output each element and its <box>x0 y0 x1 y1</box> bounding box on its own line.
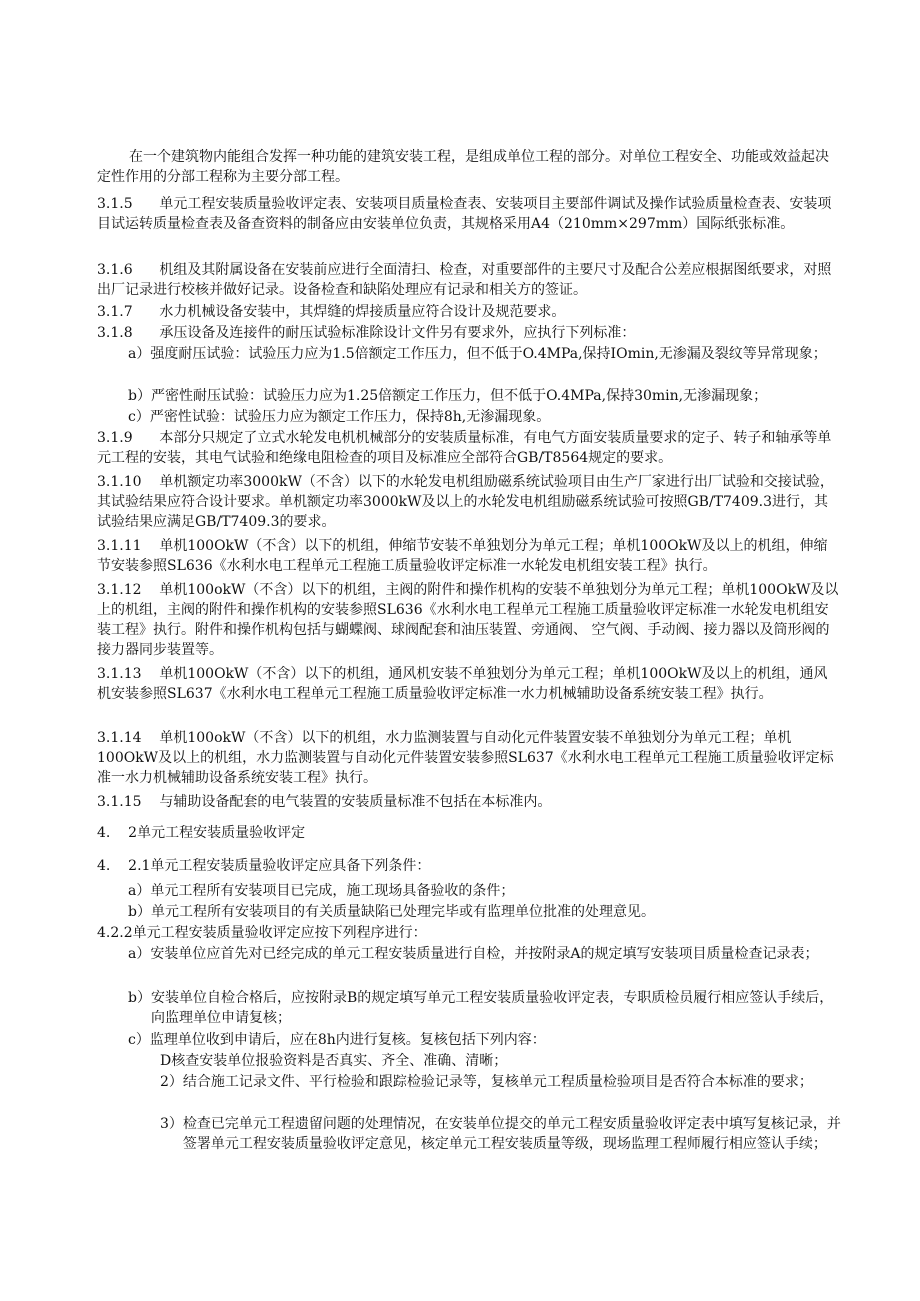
clause-text: 机组及其附属设备在安装前应进行全面清扫、检查，对重要部件的主要尺寸及配合公差应根据图纸要求，对照出厂记录进行校核并做好记录。设备检查和缺陷处理应有记录和相关方的签证。 <box>97 262 832 298</box>
clause-text: 单机100OkW（不含）以下的机组，伸缩节安装不单独划分为单元工程；单机100OkW及以上的机组，伸缩节安装参照SL636《水利水电工程单元工程施工质量验收评定标准一水轮发电机组安装工程》执行。 <box>97 538 828 574</box>
clause-text: 本部分只规定了立式水轮发电机机械部分的安装质量标准，有电气方面安装质量要求的定子、转子和轴承等单元工程的安装，其电气试验和绝缘电阻检查的项目及标准应全部符合GB/T8564规定的要求。 <box>97 430 832 466</box>
list-marker: c） <box>128 409 150 425</box>
list-item-422-a <box>128 944 841 964</box>
clause-number: 4. <box>97 858 111 874</box>
intro-paragraph: 在一个建筑物内能组合发挥一种功能的建筑安装工程，是组成单位工程的部分。对单位工程安全、功能或效益起决定性作用的分部工程称为主要分部工程。 <box>97 149 829 185</box>
clause-number: 3.1.9 <box>97 430 133 446</box>
list-item-318-c <box>128 407 841 427</box>
list-item-422-c <box>128 1030 841 1050</box>
list-item-c-1: D核查安装单位报验资料是否真实、齐全、准确、清晰； <box>160 1053 508 1069</box>
clause-3-1-13 <box>97 664 841 704</box>
clause-3-1-15 <box>97 792 841 812</box>
list-marker: b） <box>128 904 151 920</box>
list-text: 安装单位应首先对已经完成的单元工程安装质量进行自检，并按附录A的规定填写安装项目质量检查记录表； <box>150 946 819 962</box>
clause-3-1-14 <box>97 728 841 788</box>
clause-number: 3.1.10 <box>97 474 142 490</box>
list-marker: b） <box>128 388 151 404</box>
clause-text: 水力机械设备安装中，其焊缝的焊接质量应符合设计及规范要求。 <box>159 304 566 320</box>
clause-number: 3.1.5 <box>97 196 133 212</box>
clause-4-2-2: 4.2.2单元工程安装质量验收评定应按下列程序进行： <box>97 925 427 941</box>
clause-text: 2.1单元工程安装质量验收评定应具备下列条件： <box>128 858 431 874</box>
clause-text: 承压设备及连接件的耐压试验标准除设计文件另有要求外，应执行下列标准： <box>159 325 636 341</box>
list-item-421-b <box>128 902 841 922</box>
list-item-c-2 <box>160 1072 841 1092</box>
clause-text: 单元工程安装质量验收评定表、安装项目质量检查表、安装项目主要部件调试及操作试验质量检查表、安装项目试运转质量检查表及备查资料的制备应由安装单位负责，其规格采用A4（210mm×297mm）国际纸张标准。 <box>97 196 832 232</box>
clause-3-1-6 <box>97 260 841 300</box>
list-text: 严密性耐压试验：试验压力应为1.25倍额定工作压力，但不低于O.4MPa,保持30min,无渗漏现象； <box>150 388 768 404</box>
list-marker: 2） <box>160 1074 183 1090</box>
clause-3-1-10 <box>97 472 841 532</box>
list-text: 检查已完单元工程遗留问题的处理情况，在安装单位提交的单元工程安质量验收评定表中填写复核记录，并签署单元工程安装质量验收评定意见，核定单元工程安装质量等级，现场监理工程师履行相应签认手续； <box>182 1116 841 1152</box>
clause-3-1-12 <box>97 580 841 660</box>
clause-text: 单机100okW（不含）以下的机组，水力监测装置与自动化元件装置安装不单独划分为单元工程；单机100OkW及以上的机组，水力监测装置与自动化元件装置安装参照SL637《水利水电工程单元工程施工质量验收评定标准一水力机械辅助设备系统安装工程》执行。 <box>97 730 834 786</box>
list-item-421-a <box>128 881 841 901</box>
clause-text: 单机100okW（不含）以下的机组，主阀的附件和操作机构的安装不单独划分为单元工程；单机100OkW及以上的机组，主阀的附件和操作机构的安装参照SL636《水利水电工程单元工程施工质量验收评定标准一水轮发电机组安装工程》执行。附件和操作机构包括与蝴蝶阀、球阀配套和油压装置、旁通阀、 空气阀、手动阀、接力器以及筒形阀的接力器同步装置等。 <box>97 582 839 658</box>
clause-number: 3.1.15 <box>97 794 142 810</box>
list-marker: a） <box>128 346 151 362</box>
list-text: 监理单位收到申请后，应在8h内进行复核。复核包括下列内容： <box>149 1032 546 1048</box>
clause-3-1-5 <box>97 194 841 234</box>
section-heading-4-2 <box>97 823 841 843</box>
heading-number: 4. <box>97 825 111 841</box>
clause-4-2-1 <box>97 856 841 876</box>
clause-number: 3.1.14 <box>97 730 142 746</box>
clause-number: 3.1.11 <box>97 538 142 554</box>
list-marker: 3） <box>160 1116 183 1132</box>
list-text: 安装单位自检合格后，应按附录B的规定填写单元工程安装质量验收评定表，专职质检员履行相应签认手续后， 向监理单位申请复核； <box>150 990 834 1026</box>
clause-number: 3.1.12 <box>97 582 142 598</box>
clause-text: 单机额定功率3000kW（不含）以下的水轮发电机组励磁系统试验项目由生产厂家进行出厂试验和交接试验，其试验结果应符合设计要求。单机额定功率3000kW及以上的水轮发电机组励磁系统试验可按照GB/T7409.3进行，其试验结果应满足GB/T7409.3的要求。 <box>97 474 834 530</box>
list-text: 严密性试验：试验压力应为额定工作压力，保持8h,无渗漏现象。 <box>149 409 551 425</box>
heading-text: 2单元工程安装质量验收评定 <box>128 825 306 841</box>
list-marker: a） <box>128 883 151 899</box>
list-text: 结合施工记录文件、平行检验和跟踪检验记录等，复核单元工程质量检验项目是否符合本标准的要求； <box>182 1074 813 1090</box>
list-text: 单元工程所有安装项目已完成，施工现场具备验收的条件； <box>150 883 515 899</box>
list-item-318-b <box>128 386 841 406</box>
clause-number: 3.1.6 <box>97 262 133 278</box>
list-item-422-b <box>128 988 841 1028</box>
clause-3-1-11 <box>97 536 841 576</box>
list-item-c-3 <box>160 1114 841 1154</box>
clause-3-1-9 <box>97 428 841 468</box>
clause-number: 3.1.7 <box>97 304 133 320</box>
clause-text: 单机100OkW（不含）以下的机组，通风机安装不单独划分为单元工程；单机100OkW及以上的机组，通风机安装参照SL637《水利水电工程单元工程施工质量验收评定标准一水力机械辅助设备系统安装工程》执行。 <box>97 666 828 702</box>
clause-number: 3.1.13 <box>97 666 142 682</box>
list-text: 强度耐压试验：试验压力应为1.5倍额定工作压力，但不低于O.4MPa,保持IOmin,无渗漏及裂纹等异常现象； <box>150 346 827 362</box>
clause-text: 与辅助设备配套的电气装置的安装质量标准不包括在本标准内。 <box>159 794 552 810</box>
list-item-318-a <box>128 344 841 364</box>
list-text: 单元工程所有安装项目的有关质量缺陷已处理完毕或有监理单位批准的处理意见。 <box>150 904 655 920</box>
list-marker: b） <box>128 990 151 1006</box>
list-marker: c） <box>128 1032 150 1048</box>
clause-3-1-7 <box>97 302 841 322</box>
clause-3-1-8 <box>97 323 841 343</box>
clause-number: 3.1.8 <box>97 325 133 341</box>
list-marker: a） <box>128 946 151 962</box>
